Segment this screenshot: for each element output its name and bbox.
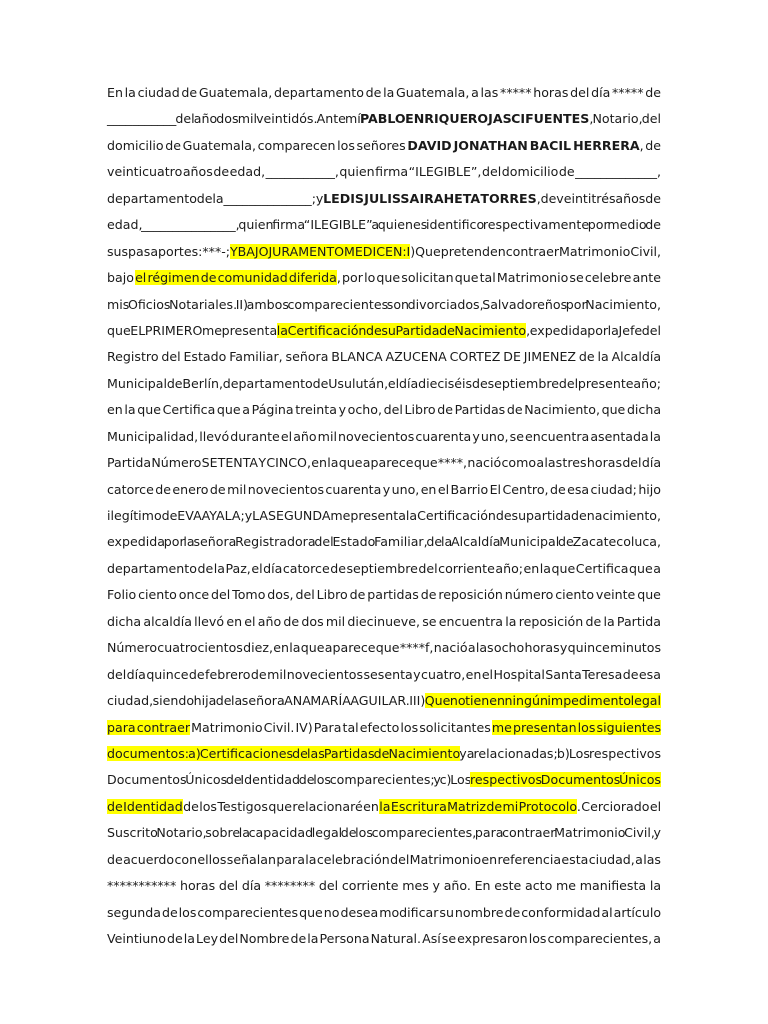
document-line: [107, 556, 661, 582]
text-segment: , de veintitrés años de: [536, 190, 661, 206]
highlighted-text: de Identidad: [107, 798, 183, 814]
document-line: [107, 318, 661, 344]
text-segment: , Notario, del: [589, 111, 661, 127]
text-segment: expedida por la señora Registradora del Estado Familiar, de la Alcaldía Municipal de Zacatecoluca,: [107, 534, 662, 550]
text-segment: ilegítimo de EVA AYALA; y LA SEGUNDA me presenta la Certificación de su partida de nacimiento,: [107, 508, 662, 523]
text-segment: de acuerdo con ellos señalan para la celebración del Matrimonio en referencia esta ciudad, a las: [107, 851, 661, 867]
document-line: [107, 900, 661, 926]
text-segment: domicilio de Guatemala, comparecen los señores: [107, 137, 408, 153]
document-line: [107, 820, 661, 846]
text-segment: Documentos Únicos de Identidad de los comparecientes; y c) Los: [107, 772, 471, 788]
text-segment: catorce de enero de mil novecientos cuarenta y uno, en el Barrio El Centro, de esa ciudad; hijo: [107, 481, 662, 497]
bold-name: DAVID JONATHAN BACIL HERRERA: [407, 137, 640, 153]
text-segment: Municipalidad, llevó durante el año mil novecientos cuarenta y uno, se encuentra asentada la: [107, 428, 661, 444]
text-segment: Matrimonio Civil. IV) Para tal efecto los solicitantes: [190, 719, 492, 735]
text-segment: del día quince de febrero de mil novecientos sesenta y cuatro, en el Hospital Santa Teresa de esa: [107, 666, 661, 682]
text-segment: Folio ciento once del Tomo dos, del Libro de partidas de reposición número ciento veinte que: [107, 587, 661, 603]
text-segment: ya relacionadas; b) Los respectivos: [460, 745, 662, 761]
text-segment: veinticuatro años de edad, ___________, quien firma “ILEGIBLE”, del domicilio de _____________,: [107, 164, 662, 180]
text-segment: Número cuatrocientos diez, en la que aparece que ****f, nació a las ocho horas y quince minutos: [107, 640, 662, 656]
document-line: [107, 239, 661, 265]
highlighted-text: el régimen de comunidad diferida: [135, 270, 337, 286]
document-line: [107, 715, 661, 741]
text-segment: . Cerciorado el: [576, 798, 662, 814]
text-segment: sus pasaportes: ***-;: [107, 243, 230, 259]
document-line: [107, 186, 661, 212]
document-line: [107, 609, 661, 635]
document-line: [107, 926, 661, 952]
highlighted-text: respectivos Documentos Únicos: [470, 772, 661, 788]
text-segment: ciudad, siendo hija de la señora ANA MARÍA AGUILAR. III): [107, 693, 425, 709]
text-segment: segunda de los comparecientes que no desea modificar su nombre de conformidad al artículo: [107, 904, 662, 920]
bold-name: PABLO ENRIQUE ROJAS CIFUENTES: [359, 111, 590, 127]
highlighted-text: para contraer: [107, 719, 191, 735]
document-line: [107, 662, 661, 688]
document-line: [107, 741, 661, 767]
highlighted-text: documentos: a) Certificaciones de las Partidas de Nacimiento: [107, 745, 461, 761]
document-body: [107, 80, 661, 952]
document-line: [107, 371, 661, 397]
document-line: [107, 159, 661, 185]
text-segment: bajo: [107, 270, 136, 286]
document-line: [107, 212, 661, 238]
bold-name: LEDIS JULISSA IRAHETA TORRES: [323, 190, 537, 206]
document-line: [107, 344, 661, 370]
document-line: [107, 80, 661, 106]
text-segment: Suscrito Notario, sobre la capacidad legal de los comparecientes, para contraer Matrimonio Civil, y: [107, 825, 661, 841]
text-segment: dicha alcaldía llevó en el año de dos mil diecinueve, se encuentra la reposición de la Partida: [107, 613, 661, 629]
text-segment: *********** horas del día ******** del corriente mes y año. En este acto me manifiesta la: [107, 878, 662, 894]
highlighted-text: la Certificación de su Partida de Nacimiento: [276, 322, 527, 338]
document-line: [107, 847, 661, 873]
document-line: [107, 477, 661, 503]
text-segment: , por lo que solicitan que tal Matrimonio se celebre ante: [336, 270, 661, 286]
text-segment: departamento de la ______________; y: [107, 190, 324, 206]
document-line: [107, 582, 661, 608]
text-segment: ___________ del año dos mil veintidós. Ante mí: [107, 111, 360, 127]
document-line: [107, 106, 661, 132]
text-segment: edad, _______________, quien firma “ILEGIBLE” a quienes identifico respectivamente por medio de: [107, 217, 662, 233]
text-segment: departamento de la Paz, el día catorce de septiembre del corriente año; en la que Certifica que a: [107, 560, 662, 576]
document-line: [107, 265, 661, 291]
text-segment: Registro del Estado Familiar, señora BLANCA AZUCENA CORTEZ DE JIMENEZ de la Alcaldía: [107, 349, 662, 365]
document-line: [107, 529, 661, 555]
document-line: [107, 292, 661, 318]
text-segment: Partida Número SETENTA Y CINCO, en la que aparece que ****, nació como a las tres horas del día: [107, 455, 662, 471]
text-segment: mis Oficios Notariales. II) ambos comparecientes son divorciados, Salvadoreños por Nacimiento,: [107, 296, 661, 312]
highlighted-text: Que no tienen ningún impedimento legal: [424, 693, 662, 709]
highlighted-text: la Escritura Matriz de mi Protocolo: [379, 798, 577, 814]
highlighted-text: Y BAJO JURAMENTO ME DICEN: I: [229, 243, 411, 259]
document-line: [107, 450, 661, 476]
document-line: [107, 133, 661, 159]
text-segment: que EL PRIMERO me presenta: [107, 322, 277, 338]
document-line: [107, 397, 661, 423]
text-segment: , de: [639, 137, 662, 153]
text-segment: en la que Certifica que a Página treinta y ocho, del Libro de Partidas de Nacimiento, que dicha: [107, 402, 662, 418]
highlighted-text: me presentan los siguientes: [491, 719, 662, 735]
text-segment: Veintiuno de la Ley del Nombre de la Persona Natural. Así se expresaron los comparecientes, a: [107, 931, 661, 946]
text-segment: ) Que pretenden contraer Matrimonio Civil,: [410, 243, 662, 259]
text-segment: de los Testigos que relacionaré en: [182, 798, 380, 814]
document-line: [107, 794, 661, 820]
document-line: [107, 688, 661, 714]
text-segment: Municipal de Berlín, departamento de Usulután, el día dieciséis de septiembre del presente año;: [107, 375, 662, 391]
text-segment: En la ciudad de Guatemala, departamento de la Guatemala, a las ***** horas del día ***** de: [107, 85, 661, 100]
document-line: [107, 503, 661, 529]
document-line: [107, 635, 661, 661]
document-line: [107, 767, 661, 793]
text-segment: , expedida por la Jefe del: [526, 322, 661, 338]
document-line: [107, 424, 661, 450]
document-line: [107, 873, 661, 899]
